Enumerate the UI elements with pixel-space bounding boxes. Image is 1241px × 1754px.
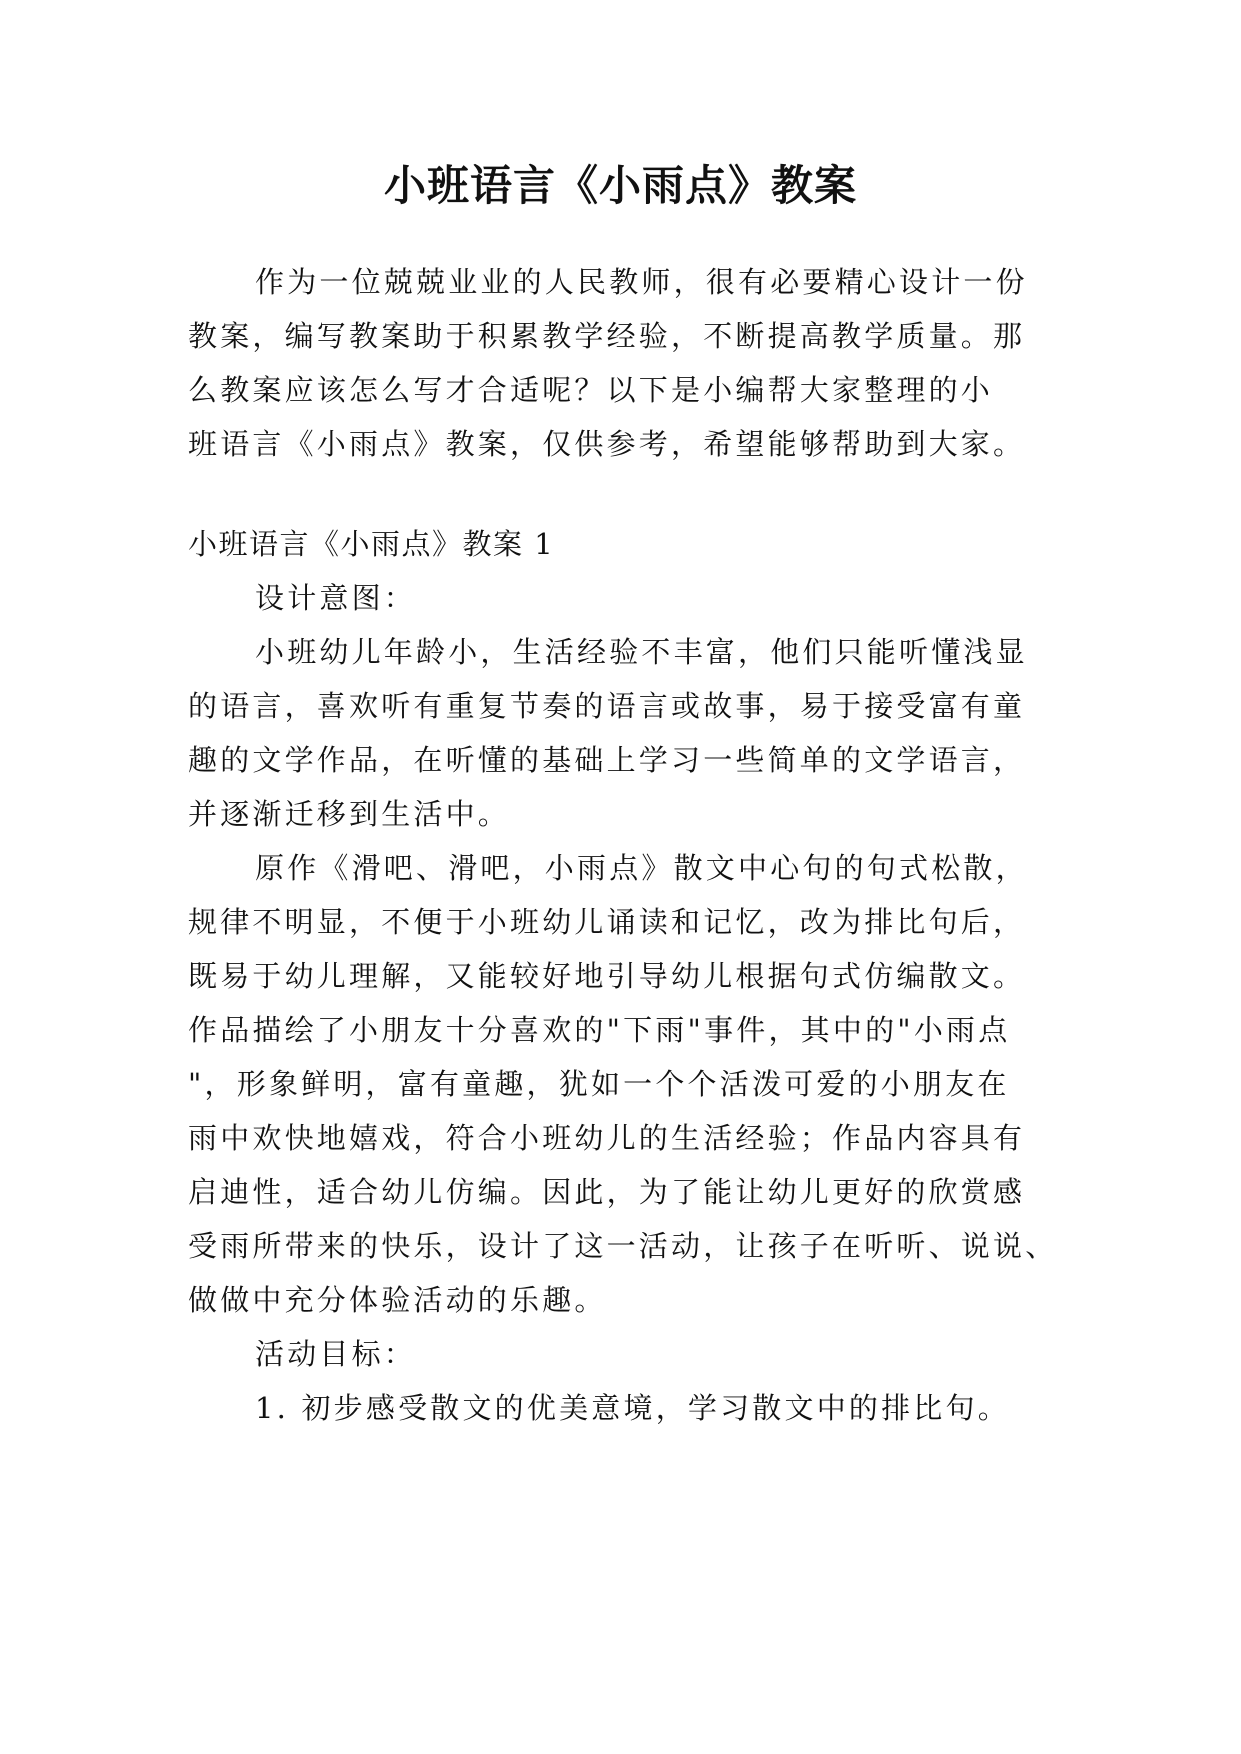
design-p2-line-5: "，形象鲜明，富有童趣，犹如一个个活泼可爱的小朋友在 [188,1067,1010,1101]
intro-line-2: 教案，编写教案助于积累教学经验，不断提高教学质量。那 [188,319,1026,353]
design-p1-line-2: 的语言，喜欢听有重复节奏的语言或故事，易于接受富有童 [188,689,1026,723]
goal-label: 活动目标： [255,1337,417,1371]
design-p2-line-3: 既易于幼儿理解，又能较好地引导幼儿根据句式仿编散文。 [188,959,1026,993]
design-p2-line-4: 作品描绘了小朋友十分喜欢的"下雨"事件，其中的"小雨点 [188,1013,1011,1047]
design-p1-line-3: 趣的文学作品，在听懂的基础上学习一些简单的文学语言， [188,743,1026,777]
design-p2-line-1: 原作《滑吧、滑吧，小雨点》散文中心句的句式松散， [255,851,1028,885]
goal-item-1: 1. 初步感受散文的优美意境，学习散文中的排比句。 [255,1391,1010,1425]
design-p2-line-7: 启迪性，适合幼儿仿编。因此，为了能让幼儿更好的欣赏感 [188,1175,1026,1209]
design-p2-line-6: 雨中欢快地嬉戏，符合小班幼儿的生活经验；作品内容具有 [188,1121,1026,1155]
design-p1-line-1: 小班幼儿年龄小，生活经验不丰富，他们只能听懂浅显 [255,635,1028,669]
design-p2-line-9: 做做中充分体验活动的乐趣。 [188,1283,607,1317]
section-heading: 小班语言《小雨点》教案 1 [188,527,555,561]
intro-line-1: 作为一位兢兢业业的人民教师，很有必要精心设计一份 [255,265,1028,299]
intro-line-3: 么教案应该怎么写才合适呢？以下是小编帮大家整理的小 [188,373,994,407]
design-p2-line-2: 规律不明显，不便于小班幼儿诵读和记忆，改为排比句后， [188,905,1026,939]
design-p1-line-4: 并逐渐迁移到生活中。 [188,797,511,831]
design-label: 设计意图： [255,581,417,615]
design-p2-line-8: 受雨所带来的快乐，设计了这一活动，让孩子在听听、说说、 [188,1229,1058,1263]
document-title: 小班语言《小雨点》教案 [383,161,857,210]
intro-line-4: 班语言《小雨点》教案，仅供参考，希望能够帮助到大家。 [188,427,1026,461]
